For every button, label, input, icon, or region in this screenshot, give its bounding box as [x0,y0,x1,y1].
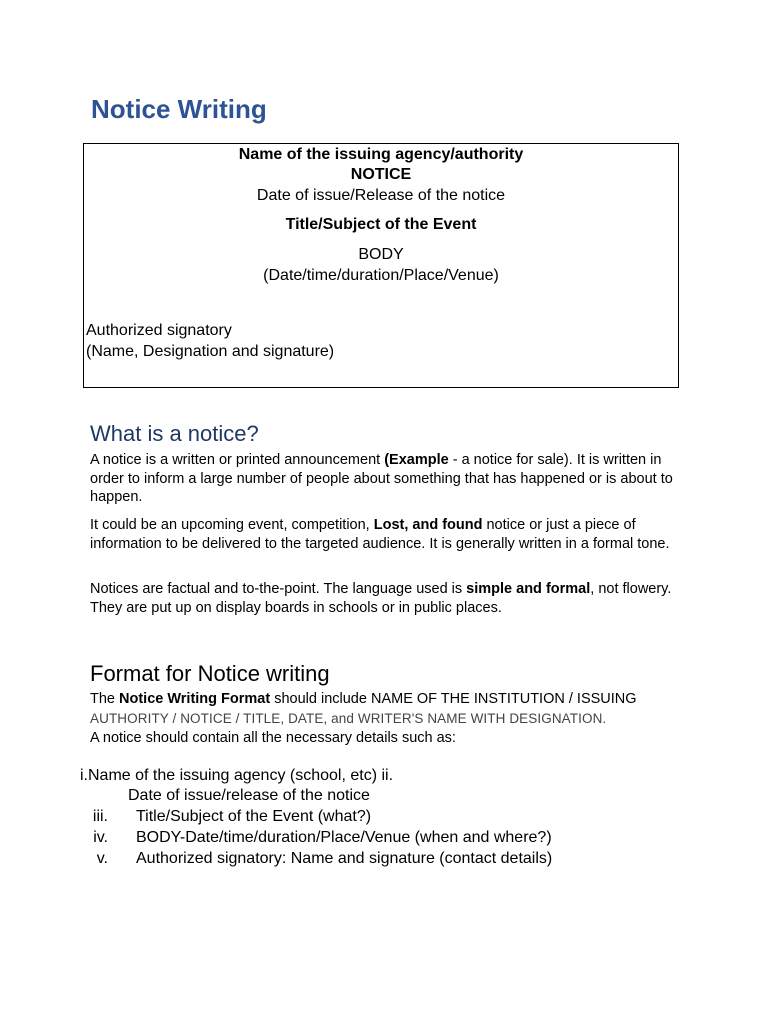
list-item-4: BODY-Date/time/duration/Place/Venue (when and where?) [136,829,552,846]
box-signatory-details-line: (Name, Designation and signature) [86,343,335,360]
list-item-1: i.Name of the issuing agency (school, etc) ii. [80,767,394,784]
box-body-details-line: (Date/time/duration/Place/Venue) [263,267,499,284]
list-item-2: Date of issue/release of the notice [128,787,370,804]
box-title-line: Title/Subject of the Event [285,216,477,233]
list-item-3: Title/Subject of the Event (what?) [136,808,372,825]
box-date-line: Date of issue/Release of the notice [256,187,506,204]
format-paragraph-1: The Notice Writing Format should include NAME OF THE INSTITUTION / ISSUING [90,691,637,707]
page-title: Notice Writing [91,94,267,124]
format-paragraph-1-continued: AUTHORITY / NOTICE / TITLE, DATE, and WRITER'S NAME WITH DESIGNATION. [90,711,607,726]
notice-format-box [83,143,679,388]
what-is-paragraph-3: Notices are factual and to-the-point. The language used is simple and formal, not flowery. They are put up on display boards in schools or in public places. [90,581,672,616]
what-is-paragraph-1: A notice is a written or printed announcement (Example - a notice for sale). It is written in order to inform a large number of people about something that has happened or is about to happen. [90,452,673,505]
list-item-3-number: iii. [92,808,108,825]
list-item-5: Authorized signatory: Name and signature (contact details) [136,850,553,867]
box-agency-line: Name of the issuing agency/authority [238,146,524,163]
box-signatory-line: Authorized signatory [86,322,232,339]
what-is-heading: What is a notice? [90,421,259,446]
box-notice-line: NOTICE [350,166,412,183]
format-paragraph-2: A notice should contain all the necessary details such as: [90,730,456,746]
box-body-line: BODY [358,246,404,263]
list-item-5-number: v. [96,850,108,867]
list-item-4-number: iv. [93,829,108,846]
what-is-paragraph-2: It could be an upcoming event, competition, Lost, and found notice or just a piece of information to be delivered to the targeted audience. It is generally written in a formal tone. [90,517,670,552]
format-heading: Format for Notice writing [90,661,330,686]
